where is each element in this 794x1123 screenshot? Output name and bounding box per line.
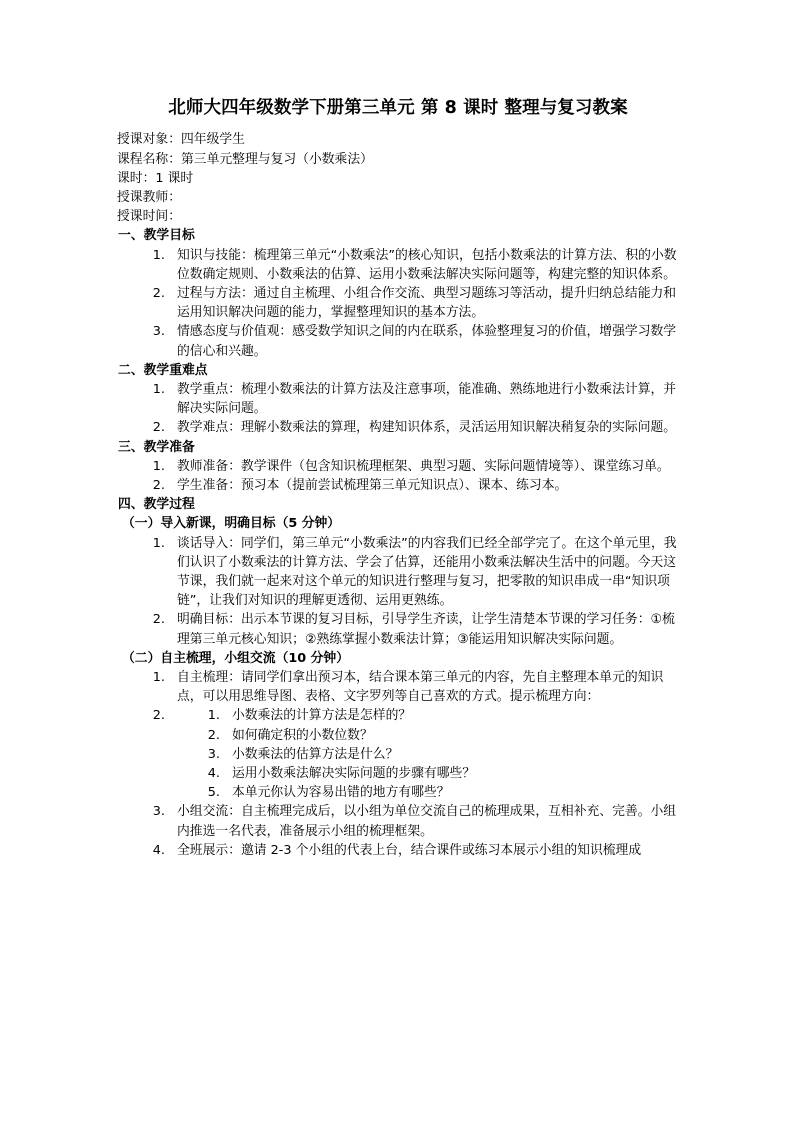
list-item [169,476,683,495]
list-item-text: 情感态度与价值观：感受数学知识之间的内在联系，体验整理复习的价值，增强学习数学的信心和兴趣。 [177,324,677,359]
list-item [224,726,683,745]
meta-line-date: 授课时间： [117,209,181,225]
list-item-text: 知识与技能：梳理第三单元“小数乘法”的核心知识，包括小数乘法的计算方法、积的小数位数确定规则、小数乘法的估算、运用小数乘法解决实际问题等，构建完整的知识体系。 [177,247,677,282]
subsection-heading-self-review: （二）自主梳理，小组交流（10 分钟） [122,650,350,666]
list-item [169,668,683,706]
list-item-text: 小数乘法的计算方法是怎样的？ [232,708,412,724]
list-item-text: 小数乘法的估算方法是什么？ [232,746,399,762]
list-item-text: 全班展示：邀请 2-3 个小组的代表上台，结合课件或练习本展示小组的知识梳理成 [177,842,642,858]
list-item [169,418,683,437]
subsection-heading-intro: （一）导入新课，明确目标（5 分钟） [122,516,341,532]
list-item-text: 小组交流：自主梳理完成后，以小组为单位交流自己的梳理成果，互相补充、完善。小组内推选一名代表，准备展示小组的梳理框架。 [177,804,677,839]
list-item-text: 教师准备：教学课件（包含知识梳理框架、典型习题、实际问题情境等）、课堂练习单。 [177,458,670,474]
list-item-text: 本单元你认为容易出错的地方有哪些？ [232,785,450,801]
list-item-text: 如何确定积的小数位数？ [232,727,373,743]
list-item [224,783,683,802]
section-heading-key-difficulties: 二、教学重难点 [118,362,208,378]
list-item-text: 教学难点：理解小数乘法的算理，构建知识体系，灵活运用知识解决稍复杂的实际问题。 [177,420,677,436]
list-item [224,745,683,764]
list-item [224,764,683,783]
list-item [169,534,683,611]
list-item [169,457,683,476]
list-item-text: 谈话导入：同学们，第三单元“小数乘法”的内容我们已经全部学完了。在这个单元里，我们认识了小数乘法的计算方法、学会了估算，还能用小数乘法解决生活中的问题。今天这节课，我们就一起来对这个单元的知识进行整理与复习，把零散的知识串成一串“知识项链”，让我们对知识的理解更透彻、运用更熟练。 [177,535,677,609]
document-body [113,96,683,860]
section-heading-objectives: 一、教学目标 [118,228,195,244]
list-item-text: 运用小数乘法解决实际问题的步骤有哪些？ [232,766,476,782]
list-item [169,322,683,360]
list-item [169,610,683,648]
list-item [169,284,683,322]
section-list-objectives [113,246,683,361]
list-item-text: 教学重点：梳理小数乘法的计算方法及注意事项，能准确、熟练地进行小数乘法计算，并解决实际问题。 [177,382,677,417]
list-item [169,841,683,860]
meta-line-course-name: 课程名称：第三单元整理与复习（小数乘法） [117,151,373,167]
list-item [224,706,683,725]
list-item-text: 自主梳理：请同学们拿出预习本，结合课本第三单元的内容，先自主整理本单元的知识点，可以用思维导图、表格、文字罗列等自己喜欢的方式。提示梳理方向： [177,670,664,705]
nested-question-list [177,706,683,802]
list-item-text: 过程与方法：通过自主梳理、小组合作交流、典型习题练习等活动，提升归纳总结能力和运用知识解决问题的能力，掌握整理知识的基本方法。 [177,286,677,321]
list-item-text: 明确目标：出示本节课的复习目标，引导学生齐读，让学生清楚本节课的学习任务：①梳理第三单元核心知识；②熟练掌握小数乘法计算；③能运用知识解决实际问题。 [177,612,675,647]
list-item [169,380,683,418]
section-list-key-difficulties [113,380,683,438]
list-item [169,802,683,840]
meta-line-teacher: 授课教师： [117,189,181,205]
list-item [169,246,683,284]
section-list-preparation [113,457,683,495]
subsection-list-self-review [113,668,683,860]
section-heading-preparation: 三、教学准备 [118,439,195,455]
meta-line-audience: 授课对象：四年级学生 [117,132,245,148]
list-item [169,706,683,802]
section-heading-process: 四、教学过程 [118,497,195,513]
page-title: 北师大四年级数学下册第三单元 第 8 课时 整理与复习教案 [168,98,628,118]
meta-block [113,130,683,226]
list-item-text: 学生准备：预习本（提前尝试梳理第三单元知识点）、课本、练习本。 [177,478,568,494]
meta-line-periods: 课时：1 课时 [117,170,194,186]
subsection-list-intro [113,534,683,649]
